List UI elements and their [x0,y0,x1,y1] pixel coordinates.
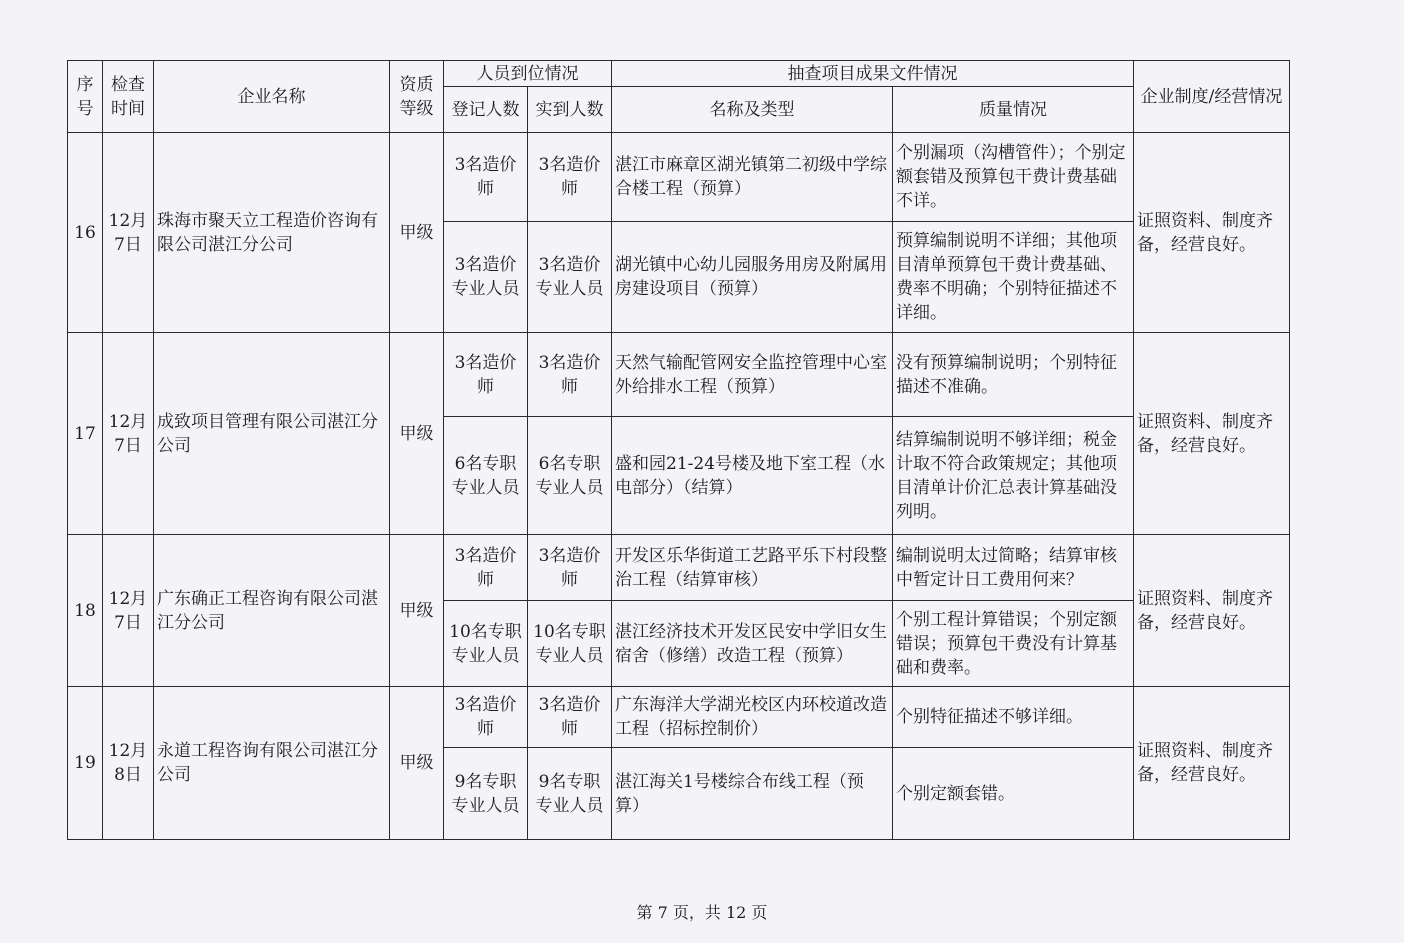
cell-system: 证照资料、制度齐备，经营良好。 [1134,535,1290,687]
cell-system: 证照资料、制度齐备，经营良好。 [1134,687,1290,840]
cell-present: 3名造价师 [528,687,612,748]
cell-project: 湛江市麻章区湖光镇第二初级中学综合楼工程（预算） [612,133,893,222]
table-row [68,133,1290,222]
cell-quality: 编制说明太过简略；结算审核中暂定计日工费用何来？ [893,535,1134,601]
cell-system: 证照资料、制度齐备，经营良好。 [1134,133,1290,333]
header-seq: 序号 [68,61,103,133]
cell-present: 3名造价师 [528,133,612,222]
cell-project: 开发区乐华街道工艺路平乐下村段整治工程（结算审核） [612,535,893,601]
cell-seq: 18 [68,535,103,687]
cell-grade: 甲级 [390,535,444,687]
cell-quality: 预算编制说明不详细；其他项目清单预算包干费计费基础、费率不明确；个别特征描述不详细。 [893,222,1134,333]
header-present: 实到人数 [528,87,612,133]
page-footer: 第 7 页，共 12 页 [636,903,768,922]
cell-system: 证照资料、制度齐备，经营良好。 [1134,333,1290,535]
cell-date: 12月7日 [103,333,154,535]
cell-company: 广东确正工程咨询有限公司湛江分公司 [154,535,390,687]
cell-project: 广东海洋大学湖光校区内环校道改造工程（招标控制价） [612,687,893,748]
cell-quality: 没有预算编制说明；个别特征描述不准确。 [893,333,1134,417]
cell-registered: 3名造价师 [444,333,528,417]
cell-grade: 甲级 [390,687,444,840]
cell-project: 天然气输配管网安全监控管理中心室外给排水工程（预算） [612,333,893,417]
cell-present: 10名专职专业人员 [528,601,612,687]
inspection-table [67,60,1290,840]
cell-company: 永道工程咨询有限公司湛江分公司 [154,687,390,840]
cell-registered: 3名造价师 [444,687,528,748]
cell-project: 湛江海关1号楼综合布线工程（预算） [612,748,893,840]
cell-quality: 个别漏项（沟槽管件）；个别定额套错及预算包干费计费基础不详。 [893,133,1134,222]
cell-project: 湖光镇中心幼儿园服务用房及附属用房建设项目（预算） [612,222,893,333]
cell-registered: 6名专职专业人员 [444,417,528,535]
cell-present: 9名专职专业人员 [528,748,612,840]
cell-project: 湛江经济技术开发区民安中学旧女生宿舍（修缮）改造工程（预算） [612,601,893,687]
cell-grade: 甲级 [390,133,444,333]
header-row-top [68,61,1290,87]
cell-present: 3名造价师 [528,535,612,601]
cell-company: 成致项目管理有限公司湛江分公司 [154,333,390,535]
cell-company: 珠海市聚天立工程造价咨询有限公司湛江分公司 [154,133,390,333]
cell-quality: 结算编制说明不够详细；税金计取不符合政策规定；其他项目清单计价汇总表计算基础没列明。 [893,417,1134,535]
cell-registered: 9名专职专业人员 [444,748,528,840]
table-row [68,535,1290,601]
cell-seq: 19 [68,687,103,840]
cell-date: 12月8日 [103,687,154,840]
cell-seq: 17 [68,333,103,535]
header-registered: 登记人数 [444,87,528,133]
table-row [68,687,1290,748]
cell-present: 6名专职专业人员 [528,417,612,535]
cell-date: 12月7日 [103,133,154,333]
header-grade: 资质等级 [390,61,444,133]
cell-registered: 3名造价专业人员 [444,222,528,333]
cell-present: 3名造价专业人员 [528,222,612,333]
cell-present: 3名造价师 [528,333,612,417]
header-staffing: 人员到位情况 [444,61,612,87]
cell-registered: 3名造价师 [444,535,528,601]
cell-grade: 甲级 [390,333,444,535]
header-quality: 质量情况 [893,87,1134,133]
header-system: 企业制度/经营情况 [1134,61,1290,133]
cell-quality: 个别工程计算错误；个别定额错误；预算包干费没有计算基础和费率。 [893,601,1134,687]
cell-quality: 个别定额套错。 [893,748,1134,840]
header-spot-check: 抽查项目成果文件情况 [612,61,1134,87]
cell-registered: 10名专职专业人员 [444,601,528,687]
table-row [68,333,1290,417]
cell-quality: 个别特征描述不够详细。 [893,687,1134,748]
header-date: 检查时间 [103,61,154,133]
cell-project: 盛和园21-24号楼及地下室工程（水电部分）（结算） [612,417,893,535]
cell-registered: 3名造价师 [444,133,528,222]
cell-seq: 16 [68,133,103,333]
header-project-name: 名称及类型 [612,87,893,133]
header-company: 企业名称 [154,61,390,133]
cell-date: 12月7日 [103,535,154,687]
